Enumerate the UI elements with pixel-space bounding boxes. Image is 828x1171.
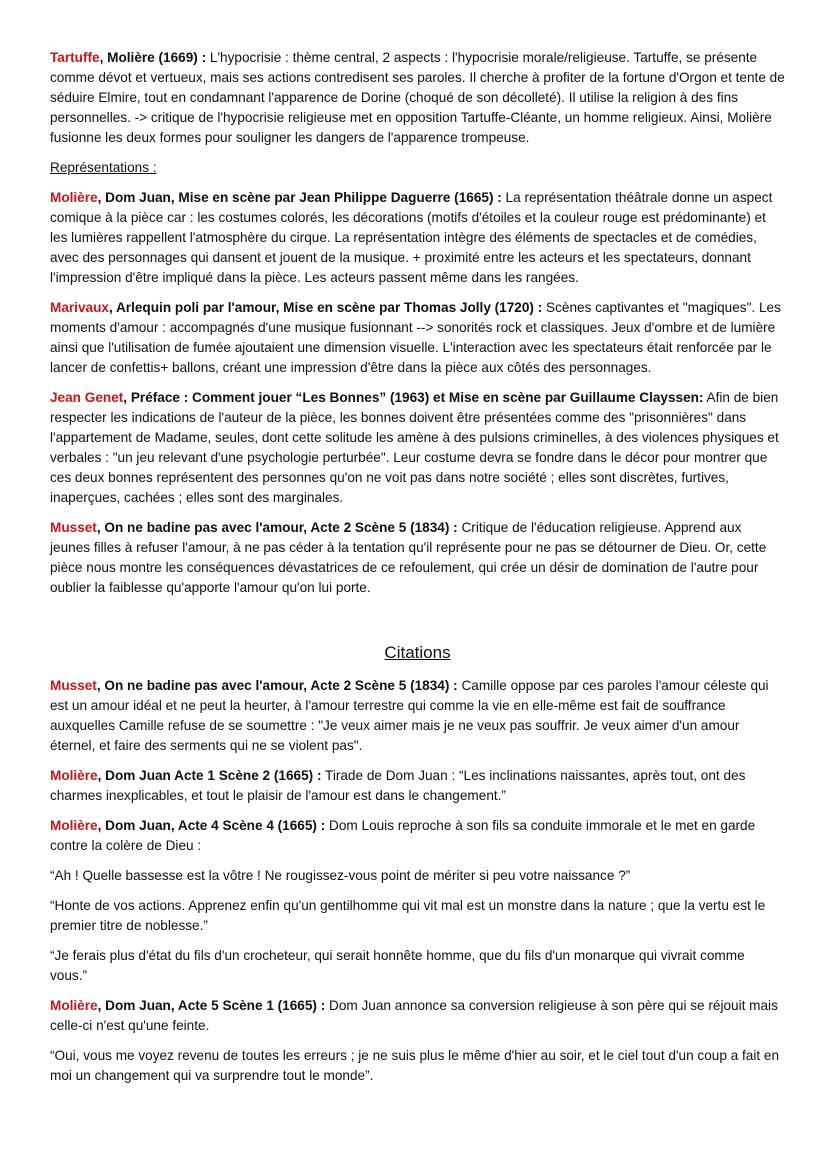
paragraph-les-bonnes bbox=[50, 388, 785, 508]
author-name: Molière bbox=[50, 818, 98, 833]
work-title: , Dom Juan, Acte 4 Scène 4 (1665) : bbox=[97, 818, 326, 833]
paragraph-arlequin-jolly bbox=[50, 298, 785, 378]
quote: “Ah ! Quelle bassesse est la vôtre ! Ne rougissez-vous point de mériter si peu votre naissance ?” bbox=[50, 868, 631, 883]
paragraph-text: Camille oppose par ces paroles l'amour céleste qui est un amour idéal et ne peut la heurter, à l'amour terrestre qui comme la vie en elle-même est fait de souffrance auxquelles Camille refuse de se soumettre : "Je veux aimer mais je ne veux pas souffrir. Je veux aimer d'un amour éternel, et faire des serments qui ne se violent pas". bbox=[50, 678, 769, 753]
paragraph-text: Tirade de Dom Juan : “Les inclinations naissantes, après tout, ont des charmes inexplicables, et tout le plaisir de l'amour est dans le changement.” bbox=[50, 768, 746, 803]
author-name: Marivaux bbox=[50, 300, 109, 315]
paragraph-text: Afin de bien respecter les indications de l'auteur de la pièce, les bonnes doivent être présentées comme des "prisonnières" dans l'appartement de Madame, seules, dont cette solitude les amène à des pulsions criminelles, à des violences physiques et verbales : "un jeu relevant d'une psychologie perturbée". Leur costume devra se fondre dans le décor pour montrer que ces deux bonnes représentent des personnes qu'on ne voit pas dans notre société ; elles sont discrètes, furtives, inaperçues, cachées ; elles sont des marginales. bbox=[50, 390, 779, 505]
quote: “Oui, vous me voyez revenu de toutes les erreurs ; je ne suis plus le même d'hier au soir, et le ciel tout d'un coup a fait en moi un changement qui va surprendre tout le monde”. bbox=[50, 1048, 780, 1083]
paragraph-dom-juan-daguerre bbox=[50, 188, 785, 288]
document-page bbox=[50, 48, 785, 1096]
citation-dom-juan-acte4 bbox=[50, 816, 785, 856]
work-title: , Arlequin poli par l'amour, Mise en scène par Thomas Jolly (1720) : bbox=[108, 300, 543, 315]
author-name: Musset bbox=[50, 520, 97, 535]
paragraph-text: L'hypocrisie : thème central, 2 aspects : l'hypocrisie morale/religieuse. Tartuffe, se présente comme dévot et vertueux, mais ses actions contredisent ses paroles. Il cherche à profiter de la fortune d'Orgon et tente de séduire Elmire, tout en condamnant l'apparence de Dorine (choqué de son décolleté). Il utilise la religion à des fins personnelles. -> critique de l'hypocrisie religieuse met en opposition Tartuffe-Cléante, un homme religieux. Ainsi, Molière fusionne les deux formes pour souligner les dangers de l'apparence trompeuse. bbox=[50, 50, 785, 145]
paragraph-text: Critique de l'éducation religieuse. Apprend aux jeunes filles à refuser l'amour, à ne pas céder à la tentation qu'il représente pour ne pas se détourner de Dieu. Or, cette pièce nous montre les conséquences dévastatrices de ce refoulement, qui crée un désir de domination de l'autre pour oublier la faiblesse qu'apporte l'amour qu'on lui porte. bbox=[50, 520, 767, 595]
author-name: Jean Genet bbox=[50, 390, 124, 405]
work-title: , On ne badine pas avec l'amour, Acte 2 Scène 5 (1834) : bbox=[96, 520, 458, 535]
author-name: Tartuffe bbox=[50, 50, 100, 65]
author-name: Molière bbox=[50, 190, 98, 205]
paragraph-text: La représentation théâtrale donne un aspect comique à la pièce car : les costumes colorés, les décorations (motifs d'étoiles et la couleur rouge est prédominante) et les lumières rappellent l'atmosphère du cirque. La représentation intègre des éléments de spectacles et de comédies, avec des personnages qui dansent et jouent de la musique. + proximité entre les acteurs et les spectateurs, donnant l'impression d'être impliqué dans la pièce. Les acteurs passent même dans les rangées. bbox=[50, 190, 773, 285]
work-title: , Dom Juan, Mise en scène par Jean Philippe Daguerre (1665) : bbox=[97, 190, 502, 205]
work-title: , On ne badine pas avec l'amour, Acte 2 Scène 5 (1834) : bbox=[96, 678, 458, 693]
citations-heading: Citations bbox=[384, 643, 451, 662]
quote: “Honte de vos actions. Apprenez enfin qu'un gentilhomme qui vit mal est un monstre dans la nature ; que la vertu est le premier titre de noblesse.” bbox=[50, 898, 766, 933]
section-label-representations: Représentations : bbox=[50, 160, 157, 175]
citation-dom-juan-acte1 bbox=[50, 766, 785, 806]
paragraph-musset-badine bbox=[50, 518, 785, 598]
work-title: , Molière (1669) : bbox=[99, 50, 207, 65]
work-title: , Dom Juan, Acte 5 Scène 1 (1665) : bbox=[97, 998, 326, 1013]
author-name: Musset bbox=[50, 678, 97, 693]
paragraph-text: Dom Juan annonce sa conversion religieuse à son père qui se réjouit mais celle-ci n'est qu'une feinte. bbox=[50, 998, 778, 1033]
citation-dom-juan-acte5 bbox=[50, 996, 785, 1036]
paragraph-tartuffe bbox=[50, 48, 785, 148]
citation-musset bbox=[50, 676, 785, 756]
work-title: , Dom Juan Acte 1 Scène 2 (1665) : bbox=[97, 768, 322, 783]
paragraph-text: Dom Louis reproche à son fils sa conduite immorale et le met en garde contre la colère de Dieu : bbox=[50, 818, 756, 853]
paragraph-text: Scènes captivantes et "magiques". Les moments d'amour : accompagnés d'une musique fusionnant --> sonorités rock et classiques. Jeux d'ombre et de lumière ainsi que l'utilisation de fumée ajoutaient une dimension visuelle. L'interaction avec les spectateurs était renforcée par le lancer de confettis+ ballons, créant une impression d'être dans la pièce aux côtés des personnages. bbox=[50, 300, 781, 375]
author-name: Molière bbox=[50, 768, 98, 783]
work-title: , Préface : Comment jouer “Les Bonnes” (1963) et Mise en scène par Guillaume Clayssen: bbox=[123, 390, 704, 405]
quote: “Je ferais plus d'état du fils d'un crocheteur, qui serait honnête homme, que du fils d'un monarque qui vivrait comme vous.” bbox=[50, 948, 745, 983]
author-name: Molière bbox=[50, 998, 98, 1013]
